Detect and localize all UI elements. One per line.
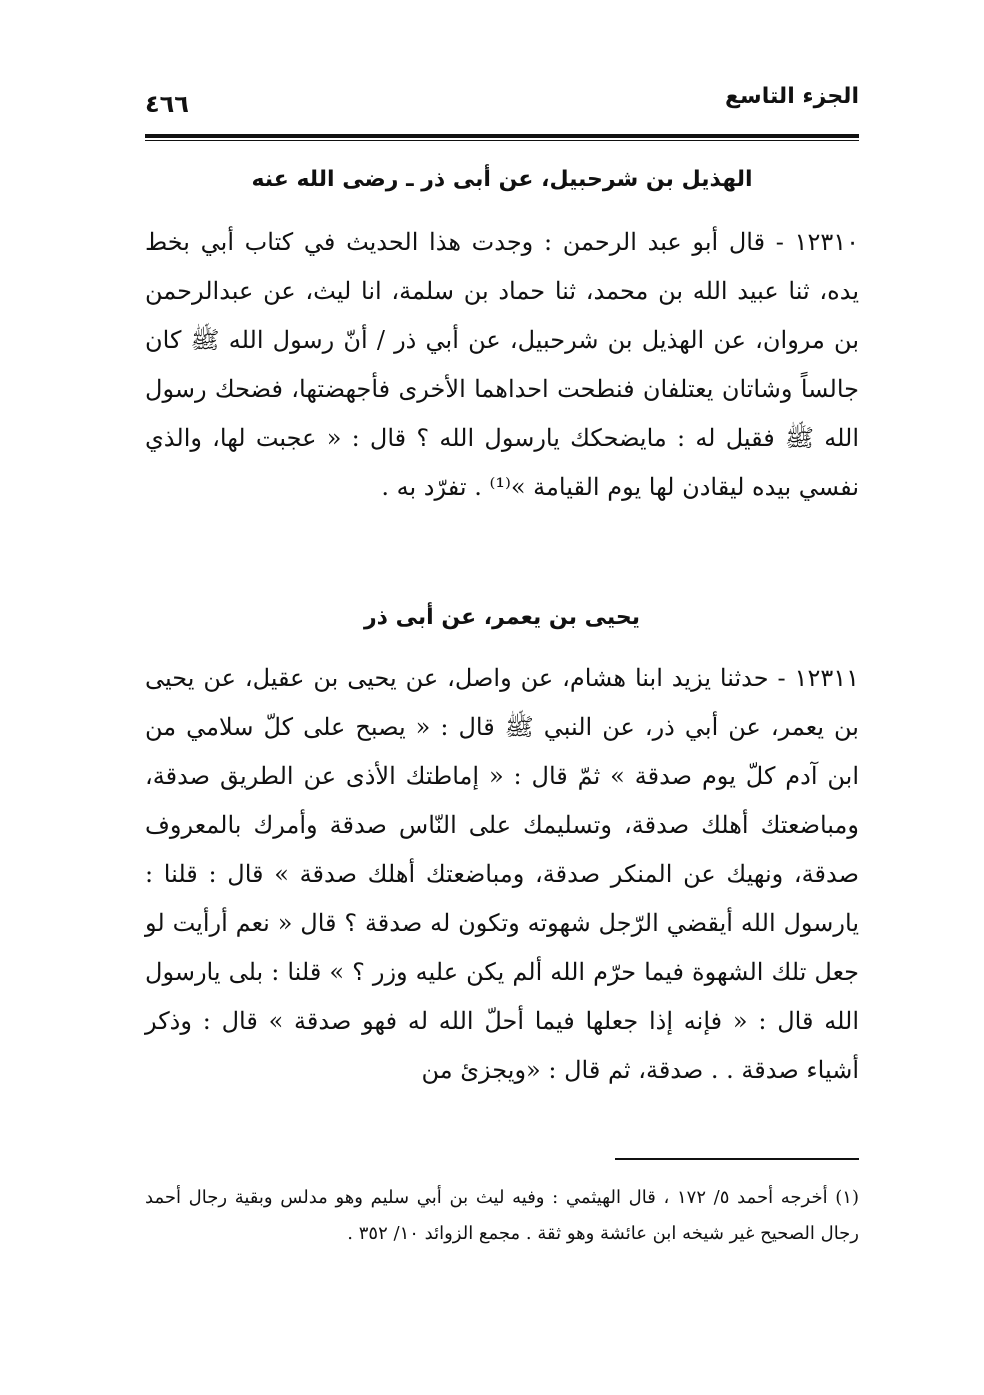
header-rule: [145, 134, 859, 138]
footnote: (١) أخرجه أحمد ٥/ ١٧٢ ، قال الهيثمي : وفيه ليث بن أبي سليم وهو مدلس وبقية رجال أحمد رجال الصحيح غير شيخه ابن عائشة وهو ثقة . مجمع الزوائد ١٠/ ٣٥٢ .: [145, 1187, 859, 1244]
hadith-12311: ١٢٣١١ - حدثنا يزيد ابنا هشام، عن واصل، عن يحيى بن عقيل، عن يحيى بن يعمر، عن أبي ذر، عن النبي ﷺ قال : « يصبح على كلّ سلامي من ابن آدم كلّ يوم صدقة » ثمّ قال : « إماطتك الأذى عن الطريق صدقة، ومباضعتك أهلك صدقة، وتسليمك على النّاس صدقة وأمرك بالمعروف صدقة، ونهيك عن المنكر صدقة، ومباضعتك أهلك صدقة » قال : قلنا : يارسول الله أيقضي الرّجل شهوته وتكون له صدقة ؟ قال « نعم أرأيت لو جعل تلك الشهوة فيما حرّم الله ألم يكن عليه وزر ؟ » قلنا : بلى يارسول الله قال : « فإنه إذا جعلها فيما أحلّ الله له فهو صدقة » قال : وذكر أشياء صدقة . . صدقة، ثم قال : «ويجزئ من: [145, 664, 859, 1084]
header-rule-thin: [145, 140, 859, 141]
section-heading-2: يحيى بن يعمر، عن أبى ذر: [363, 605, 641, 630]
running-header: [145, 84, 859, 124]
footnote-rule: [615, 1158, 859, 1160]
hadith-12310: ١٢٣١٠ - قال أبو عبد الرحمن : وجدت هذا الحديث في كتاب أبي بخط يده، ثنا عبيد الله بن محمد، ثنا حماد بن سلمة، انا ليث، عن عبدالرحمن بن مروان، عن الهذيل بن شرحبيل، عن أبي ذر / أنّ رسول الله ﷺ كان جالساً وشاتان يعتلفان فنطحت احداهما الأخرى فأجهضتها، فضحك رسول الله ﷺ فقيل له : مايضحكك يارسول الله ؟ قال : « عجبت لها، والذي نفسي بيده ليقادن لها يوم القيامة »⁽¹⁾ . تفرّد به .: [145, 228, 859, 501]
page-number: ٤٦٦: [145, 90, 189, 118]
section-heading-1: الهذيل بن شرحبيل، عن أبى ذر ـ رضى الله عنه: [251, 167, 753, 192]
volume-title: الجزء التاسع: [725, 84, 859, 109]
